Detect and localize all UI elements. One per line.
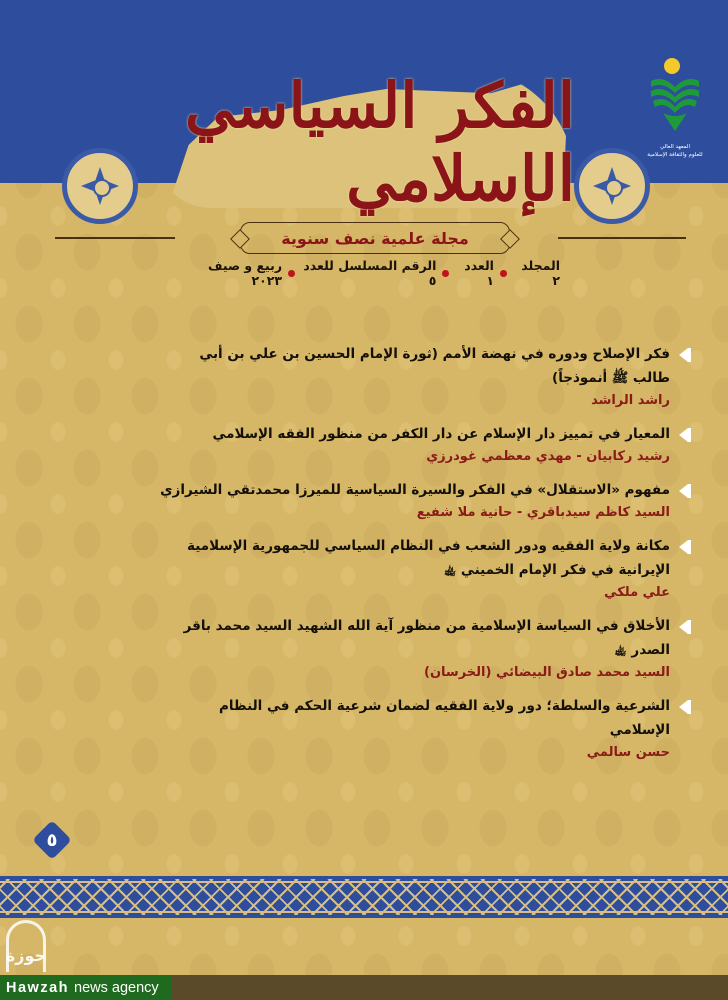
article-author: راشد الراشد (591, 393, 670, 408)
issue-info (180, 258, 560, 288)
bullet-dot-icon (442, 270, 449, 277)
volume-label: المجلد ٢ (521, 258, 560, 288)
ornamental-medallion-icon (62, 148, 138, 224)
journal-subtitle: مجلة علمية نصف سنوية (240, 222, 510, 254)
article-item (160, 614, 690, 684)
article-item (160, 342, 690, 412)
open-book-icon (649, 73, 701, 135)
season-label: ربيع و صيف ٢٠٢٣ (207, 258, 283, 288)
news-agency-brand[interactable] (0, 975, 172, 1000)
brand-name: Hawzah (6, 979, 69, 996)
hawzah-watermark: حوزة (5, 946, 46, 965)
article-title: الأخلاق في السياسة الإسلامية من منظور آية الله الشهيد السيد محمد باقر الصدر ﵀ (183, 618, 670, 658)
triangle-bullet-icon (679, 348, 688, 362)
article-item (160, 422, 690, 468)
triangle-bullet-icon (679, 540, 688, 554)
publisher-name (640, 143, 710, 159)
article-author: علي ملكي (604, 585, 670, 600)
footer-bar (0, 975, 728, 1000)
publisher-line-1: المعهد العالي (659, 144, 690, 150)
triangle-bullet-icon (679, 620, 688, 634)
journal-title-block (155, 68, 575, 215)
article-title: مفهوم «الاستقلال» في الفكر والسيرة السياسية للميرزا محمدتقي الشيرازي (160, 482, 670, 498)
issue-label: العدد ١ (464, 258, 494, 288)
ornamental-border-band (0, 876, 728, 918)
serial-number-label: الرقم المسلسل للعدد ٥ (303, 258, 437, 288)
sun-icon (664, 58, 680, 74)
issue-number: ٥ (46, 829, 58, 851)
triangle-bullet-icon (679, 484, 688, 498)
article-title: الشرعية والسلطة؛ دور ولاية الفقيه لضمان شرعية الحكم في النظام الإسلامي (218, 698, 670, 738)
article-item (160, 478, 690, 524)
bullet-dot-icon (500, 270, 507, 277)
table-of-contents (160, 342, 690, 774)
article-author: السيد كاظم سيدباقري - حانية ملا شفيع (416, 505, 670, 520)
brand-suffix: news agency (74, 979, 159, 996)
divider-line (558, 237, 686, 239)
article-title: مكانة ولاية الفقيه ودور الشعب في النظام السياسي للجمهورية الإسلامية الإيرانية في فكر الإمام الخميني ﵀ (187, 538, 670, 578)
article-item (160, 694, 690, 764)
article-author: السيد محمد صادق البيضائي (الخرسان) (424, 665, 670, 680)
article-author: رشيد ركابيان - مهدي معظمي غودرزي (426, 449, 670, 464)
bullet-dot-icon (288, 270, 295, 277)
divider-line (55, 237, 175, 239)
article-item (160, 534, 690, 604)
article-title: المعيار في تمييز دار الإسلام عن دار الكفر من منظور الفقه الإسلامي (212, 426, 670, 442)
triangle-bullet-icon (679, 700, 688, 714)
publisher-line-2: للعلوم والثقافة الإسلامية (647, 152, 703, 158)
ornamental-medallion-icon (574, 148, 650, 224)
triangle-bullet-icon (679, 428, 688, 442)
article-author: حسن سالمي (586, 745, 670, 760)
journal-title: الفكر السياسي الإسلامي (184, 69, 575, 215)
publisher-logo (640, 55, 710, 158)
article-title: فكر الإصلاح ودوره في نهضة الأمم (ثورة الإمام الحسين بن علي بن أبي طالب ﷺ أنموذجاً) (199, 346, 670, 386)
